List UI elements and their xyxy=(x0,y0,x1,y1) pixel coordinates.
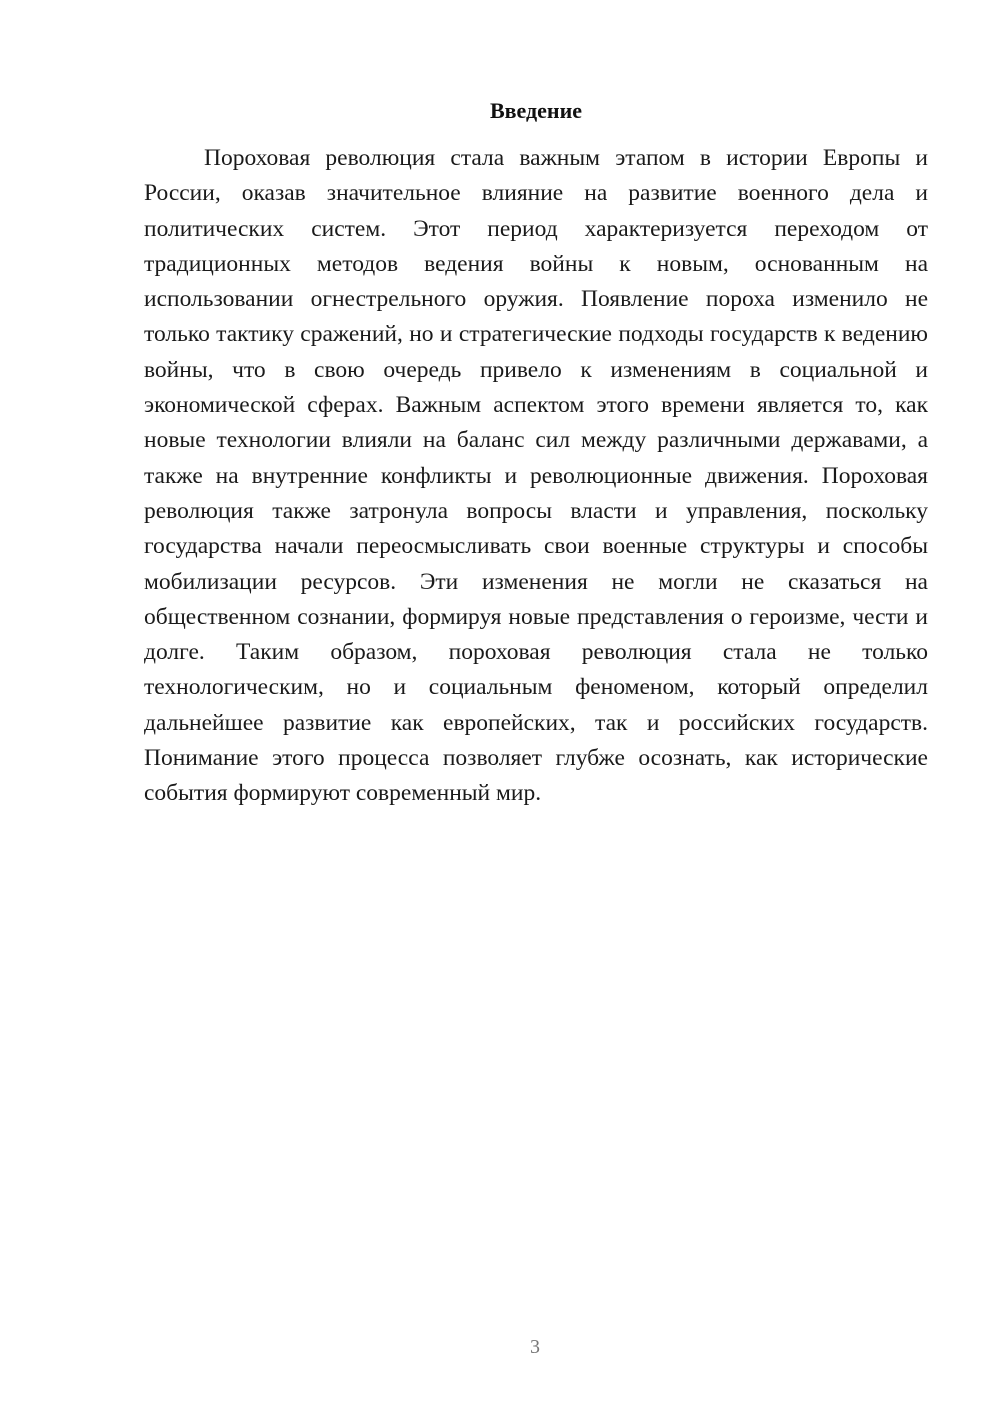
body-paragraph: Пороховая революция стала важным этапом в истории Европы и России, оказав значительное влияние на развитие военного дела и политических систем. Этот период характеризуется переходом от традиционных методов ведения войны к новым, основанным на использовании огнестрельного оружия. Появление пороха изменило не только тактику сражений, но и стратегические подходы государств к ведению войны, что в свою очередь привело к изменениям в социальной и экономической сферах. Важным аспектом этого времени является то, как новые технологии влияли на баланс сил между различными державами, а также на внутренние конфликты и революционные движения. Пороховая революция также затронула вопросы власти и управления, поскольку государства начали переосмысливать свои военные структуры и способы мобилизации ресурсов. Эти изменения не могли не сказаться на общественном сознании, формируя новые представления о героизме, чести и долге. Таким образом, пороховая революция стала не только технологическим, но и социальным феноменом, который определил дальнейшее развитие как европейских, так и российских государств. Понимание этого процесса позволяет глубже осознать, как исторические события формируют современный мир. xyxy=(144,145,928,807)
section-heading: Введение xyxy=(489,98,583,123)
page-number: 3 xyxy=(530,1336,540,1358)
